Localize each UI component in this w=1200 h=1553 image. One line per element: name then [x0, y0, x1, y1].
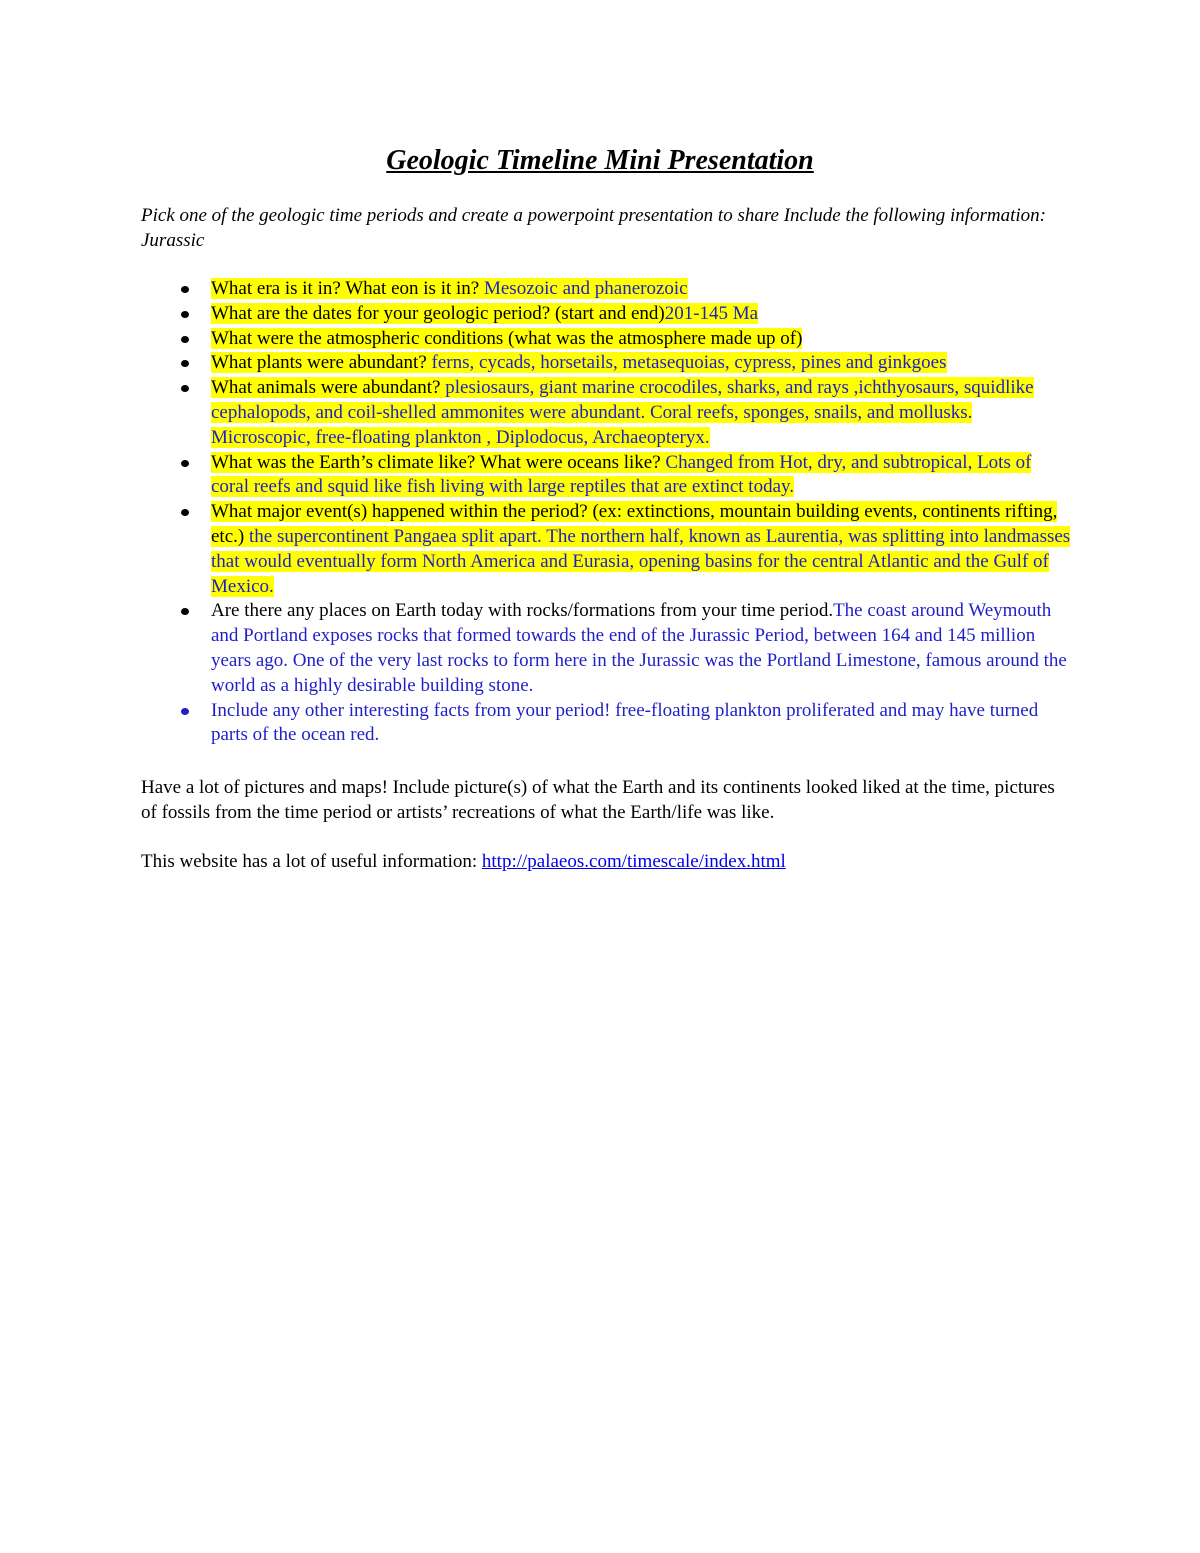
- intro-paragraph: Pick one of the geologic time periods and create a powerpoint presentation to share Include the following information: Jurassic: [141, 205, 1046, 251]
- bullet-icon: [181, 311, 189, 318]
- answer-text: the supercontinent Pangaea split apart. The northern half, known as Laurentia, was splitting into landmasses that would eventually form North America and Eurasia, opening basins for the central Atlantic and the Gulf of Mexico.: [211, 525, 1071, 597]
- answer-text: Include any other interesting facts from your period! free-floating plankton proliferated and may have turned parts of the ocean red.: [211, 699, 1039, 746]
- list-item: [141, 500, 1071, 599]
- document-title: Geologic Timeline Mini Presentation: [386, 145, 814, 176]
- website-label: This website has a lot of useful information:: [141, 851, 482, 872]
- highlighted-text: [211, 328, 802, 349]
- list-item: [141, 302, 1071, 327]
- question-text: What plants were abundant?: [211, 352, 432, 374]
- answer-text: Mesozoic and phanerozoic: [483, 278, 688, 299]
- list-item: [141, 451, 1071, 501]
- bullet-icon: [181, 360, 189, 367]
- highlighted-text: [211, 377, 1034, 448]
- answer-text: ferns, cycads, horsetails, metasequoias, cypress, pines and ginkgoes: [431, 352, 947, 374]
- bullet-icon: [181, 286, 189, 293]
- list-item: [141, 699, 1071, 749]
- answer-text: plesiosaurs, giant marine crocodiles, sharks, and rays ,ichthyosaurs, squidlike cephalopods, and coil-shelled ammonites were abundant. Coral reefs, sponges, snails, and mollusks. Microscopic, free-floating plankton , Diplodocus, Archaeopteryx.: [211, 377, 1034, 448]
- question-text: What was the Earth’s climate like? What were oceans like?: [211, 451, 666, 473]
- bullet-icon: [181, 336, 189, 343]
- question-text: What were the atmospheric conditions (what was the atmosphere made up of): [211, 327, 803, 349]
- bullet-icon: [181, 708, 189, 715]
- question-text: What major event(s) happened within the period? (ex: extinctions, mountain building events, continents rifting, etc.): [211, 501, 1058, 547]
- answer-text: The coast around Weymouth and Portland exposes rocks that formed towards the end of the Jurassic Period, between 164 and 145 million years ago. One of the very last rocks to form here in the Jurassic was the Portland Limestone, famous around the world as a highly desirable building stone.: [211, 600, 1067, 696]
- pictures-paragraph: Have a lot of pictures and maps! Include picture(s) of what the Earth and its continents looked liked at the time, pictures of fossils from the time period or artists’ recreations of what the Earth/life was like.: [141, 777, 1055, 823]
- answer-text: Changed from Hot, dry, and subtropical, Lots of coral reefs and squid like fish living with large reptiles that are extinct today.: [211, 451, 1032, 498]
- bullet-icon: [181, 608, 189, 615]
- question-text: What are the dates for your geologic period? (start and end): [211, 302, 665, 324]
- bullet-icon: [181, 460, 189, 467]
- highlighted-text: [211, 501, 1070, 596]
- bullet-icon: [181, 509, 189, 516]
- highlighted-text: [211, 278, 688, 299]
- list-item: [141, 599, 1071, 698]
- question-text: What animals were abundant?: [211, 377, 446, 399]
- highlighted-text: [211, 452, 1031, 498]
- question-list: [141, 277, 1071, 748]
- bullet-icon: [181, 385, 189, 392]
- list-item: [141, 376, 1071, 450]
- question-text: Are there any places on Earth today with rocks/formations from your time period.: [211, 600, 834, 622]
- highlighted-text: [211, 303, 758, 324]
- list-item: [141, 277, 1071, 302]
- website-link[interactable]: http://palaeos.com/timescale/index.html: [481, 851, 786, 872]
- list-item: [141, 351, 1071, 376]
- question-text: What era is it in? What eon is it in?: [211, 278, 484, 299]
- list-item: [141, 327, 1071, 352]
- answer-text: 201-145 Ma: [664, 302, 759, 324]
- website-paragraph: [141, 849, 1071, 874]
- highlighted-text: [211, 352, 947, 373]
